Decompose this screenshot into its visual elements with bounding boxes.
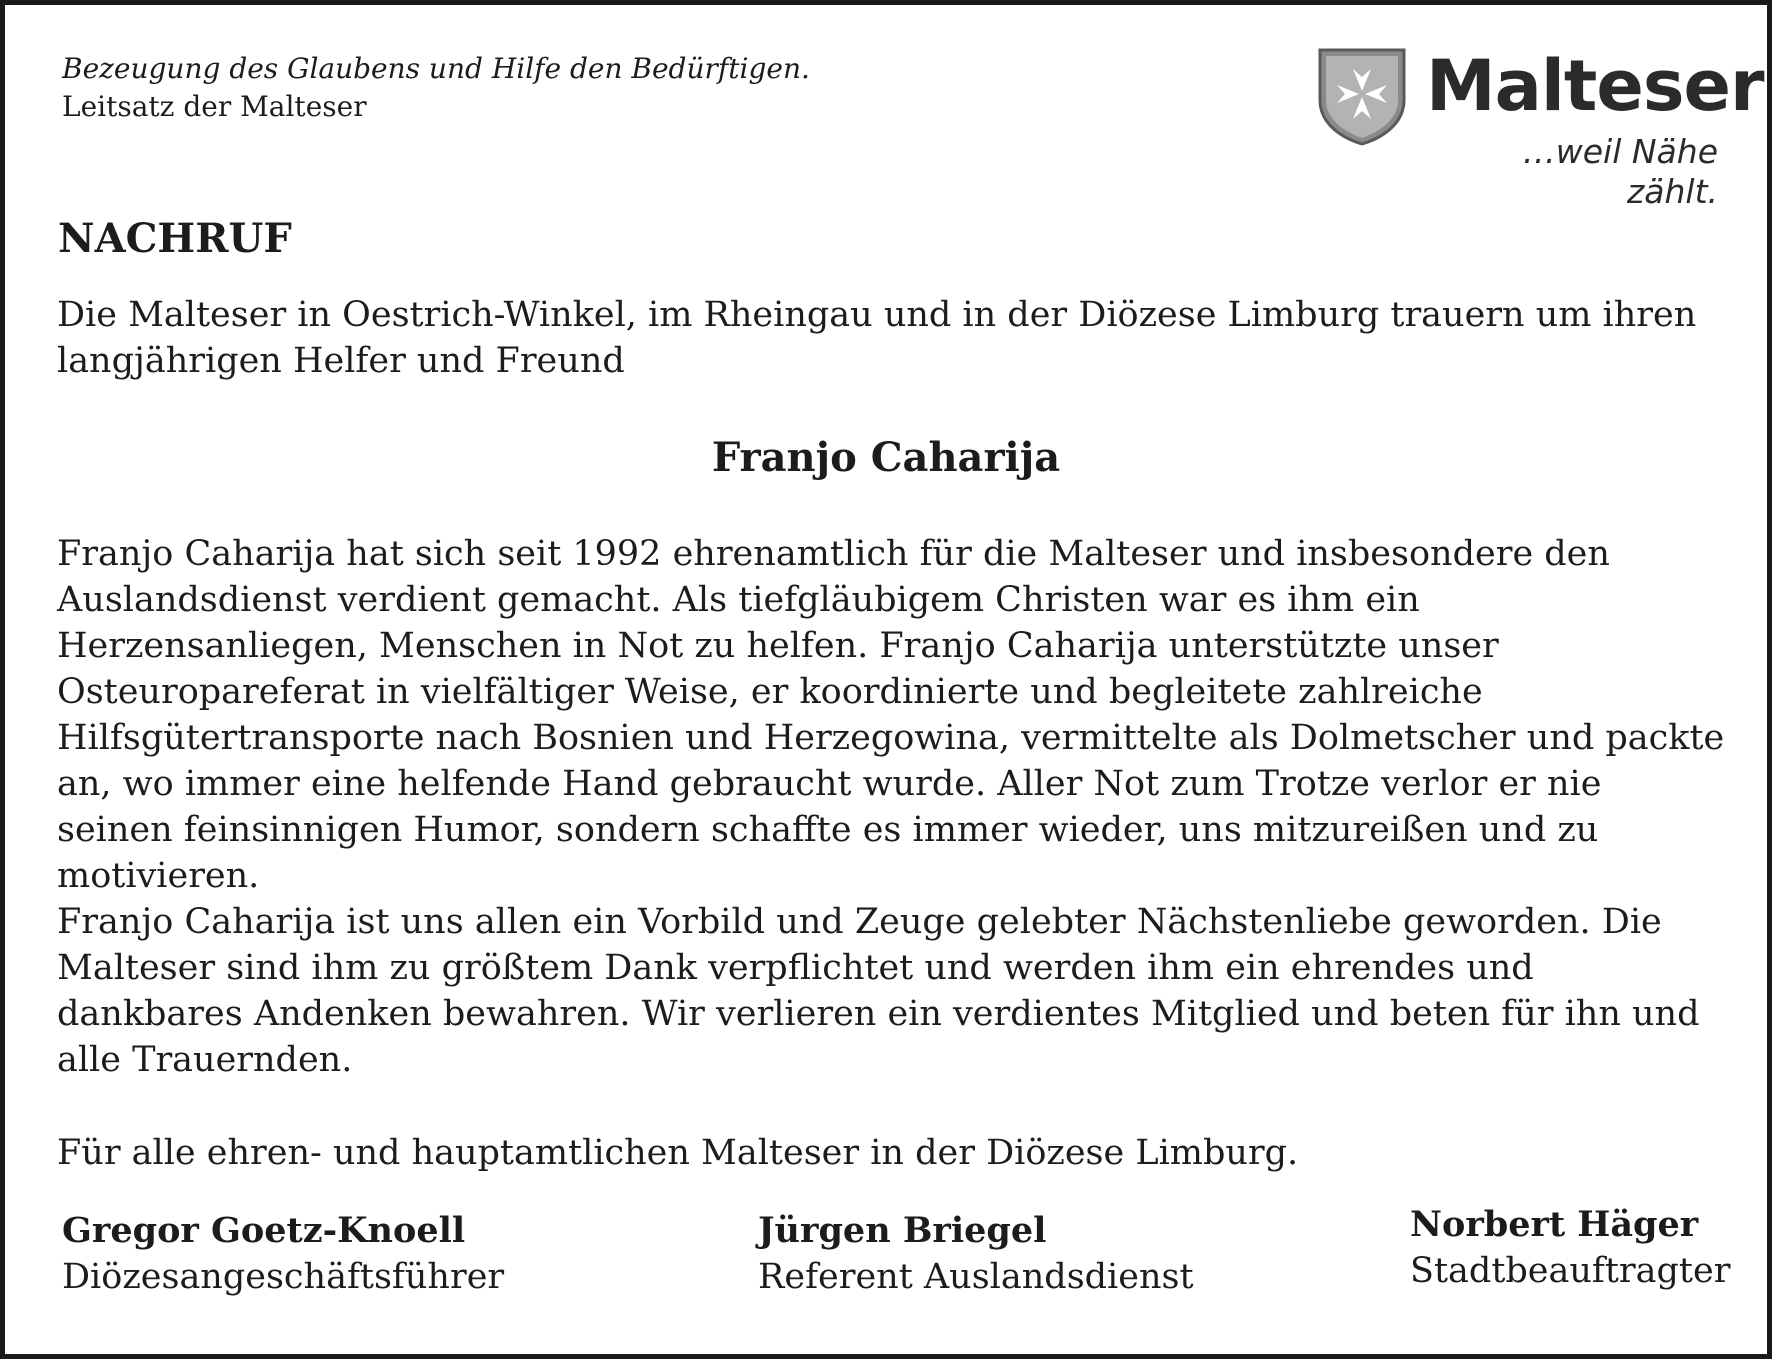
- closing-line: Für alle ehren- und hauptamtlichen Malteser in der Diözese Limburg.: [57, 1133, 1299, 1173]
- logo-tagline: …weil Nähe zählt.: [1522, 132, 1718, 211]
- signatory: [758, 1208, 1194, 1300]
- maltese-cross-shield-icon: [1318, 48, 1406, 146]
- signatory-role: Diözesangeschäftsführer: [62, 1257, 505, 1297]
- motto-source: Leitsatz der Malteser: [62, 90, 367, 123]
- signatory-name: Jürgen Briegel: [758, 1210, 1047, 1251]
- signatory-name: Gregor Goetz-Knoell: [62, 1210, 466, 1251]
- deceased-name: Franjo Caharija: [711, 434, 1061, 481]
- signatory: [62, 1208, 504, 1300]
- body-paragraph: Franjo Caharija hat sich seit 1992 ehrenamtlich für die Malteser und insbesondere den Auslandsdienst verdient gemacht. Als tiefgläubigem Christen war es ihm ein Herzensanliegen, Menschen in Not zu helfen. Franjo Caharija unterstützte unser Osteuropareferat in vielfältiger Weise, er koordinierte und begleitete zahlreiche Hilfsgütertransporte nach Bosnien und Herzegowina, vermittelte als Dolmetscher und packte an, wo immer eine helfende Hand gebraucht wurde. Aller Not zum Trotze verlor er nie seinen feinsinnigen Humor, sondern schaffte es immer wieder, uns mitzureißen und zu motivieren.: [57, 534, 1725, 896]
- motto-quote: Bezeugung des Glaubens und Hilfe den Bedürftigen.: [62, 52, 810, 85]
- malteser-logo: [1318, 45, 1764, 211]
- intro-text: Die Malteser in Oestrich-Winkel, im Rheingau und in der Diözese Limburg trauern um ihren langjährigen Helfer und Freund: [57, 295, 1697, 381]
- signatory-role: Referent Auslandsdienst: [758, 1257, 1194, 1297]
- notice-heading: NACHRUF: [58, 215, 292, 262]
- body-paragraph: Franjo Caharija ist uns allen ein Vorbild und Zeuge gelebter Nächstenliebe geworden. Die Malteser sind ihm zu größtem Dank verpflichtet und werden ihm ein ehrendes und dankbares Andenken bewahren. Wir verlieren ein verdientes Mitglied und beten für ihn und alle Trauernden.: [57, 902, 1700, 1080]
- signatory-name: Norbert Häger: [1410, 1204, 1699, 1245]
- signatory-role: Stadtbeauftragter: [1410, 1251, 1731, 1291]
- signatory: [1410, 1202, 1730, 1294]
- logo-wordmark: Malteser: [1426, 45, 1764, 127]
- motto-block: [62, 50, 810, 126]
